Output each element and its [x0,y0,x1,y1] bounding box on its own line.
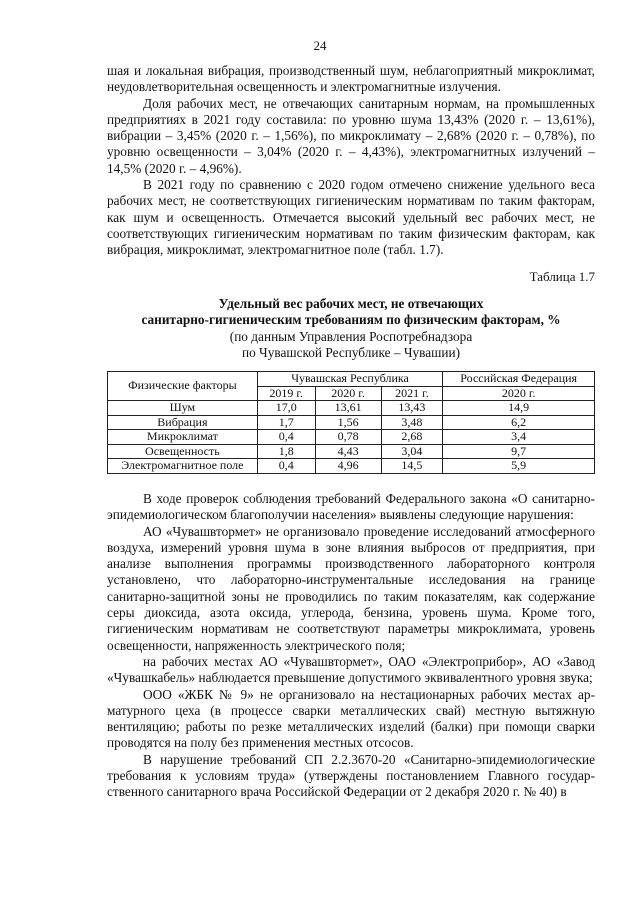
paragraph: ООО «ЖБК № 9» не организовало на нестационарных рабочих местах арматурного цеха (в процессе сварки металлических свай) местную вытяжную вентиляцию; работы по резке металлических изделий (балки) при помощи сварки проводятся на полу без применения местных отсосов. [107,686,595,751]
table-row [108,444,595,459]
table-row [108,430,595,445]
col-header-year: 2021 г. [381,386,443,401]
table-cell: 3,04 [381,444,443,459]
table-cell: 6,2 [443,415,595,430]
table-cell: 0,4 [257,430,315,445]
paragraph: АО «Чувашвтормет» не организовало проведение исследований атмосферного воздуха, измерений уровня шума в зоне влияния выбросов от предприятия, при анализе выполнения программы производственного лабораторного контроля установлено, что лабораторно-инструментальные исследования на границе санитарно-защитной зоны не проводились по таким показателям, как содержание серы диоксида, азота оксида, углерода, бензина, уровень шума. Кроме того, гигиеническим нормативам не соответствуют параметры микроклимата, уровень освещенности, напряженность электрического поля; [107,523,595,653]
table-label: Таблица 1.7 [529,269,595,284]
table-title [107,296,595,361]
table-title-line: санитарно-гигиеническим требованиям по физическим факторам, % [141,312,561,328]
col-header-year: 2020 г. [443,386,595,401]
page-number: 24 [313,38,327,53]
table-cell: 3,48 [381,415,443,430]
table-title-line: Удельный вес рабочих мест, не отвечающих [218,296,484,311]
table-cell: 13,43 [381,401,443,416]
table-cell-factor: Освещенность [108,444,258,459]
table-cell-factor: Электромагнитное поле [108,459,258,474]
table-cell: 1,7 [257,415,315,430]
table-cell-factor: Вибрация [108,415,258,430]
table-subtitle-line: (по данным Управления Роспотребнадзора [229,328,473,344]
table-row [108,401,595,416]
paragraph: шая и локальная вибрация, производственный шум, неблагоприятный микроклимат, неудовлетворительная освещенность и электромагнитные излучения. [107,63,595,95]
data-table [107,371,595,474]
table-row [108,415,595,430]
table-cell: 3,4 [443,430,595,445]
table-cell-factor: Микроклимат [108,430,258,445]
table-cell: 2,68 [381,430,443,445]
col-header-rf: Российская Федерация [443,372,595,387]
table-cell: 4,96 [315,459,381,474]
col-header-year: 2020 г. [315,386,381,401]
table-cell: 17,0 [257,401,315,416]
paragraph: В нарушение требований СП 2.2.3670-20 «Санитарно-эпидемиологические требования к условиям труда» (утверждены постановлением Главного государственного санитарного врача Российской Федерации от 2 декабря 2020 г. № 40) в [107,751,595,800]
paragraph: на рабочих местах АО «Чувашвтормет», ОАО «Электроприбор», АО «Завод «Чувашкабель» наблюдается превышение допустимого эквивалентного уровня звука; [107,653,595,686]
paragraph: Доля рабочих мест, не отвечающих санитарным нормам, на промышленных предприятиях в 2021 году составила: по уровню шума 13,43% (2020 г. – 13,61%), вибрации – 3,45% (2020 г. – 1,56%), по микроклимату – 2,68% (2020 г. – 0,78%), по уровню освещенности – 3,04% (2020 г. – 4,43%), электромагнитных излучений – 14,5% (2020 г. – 4,96%). [107,95,595,176]
table-cell: 0,78 [315,430,381,445]
table-cell: 9,7 [443,444,595,459]
paragraph: В 2021 году по сравнению с 2020 годом отмечено снижение удельного веса рабочих мест, не соответствующих гигиеническим нормативам по таким факторам, как шум и освещенность. Отмечается высокий удельный вес рабочих мест, не соответствующих гигиеническим нормативам по таким физическим факторам, как вибрация, микроклимат, электромагнитное поле (табл. 1.7). [107,177,595,258]
table-subtitle-line: по Чувашской Республике – Чувашии) [241,344,461,360]
table-cell: 1,56 [315,415,381,430]
table-cell: 14,5 [381,459,443,474]
violations-text [107,491,595,801]
table-cell: 0,4 [257,459,315,474]
col-header-factor: Физические факторы [108,372,258,401]
intro-text [107,63,595,259]
col-header-region: Чувашская Республика [257,372,443,387]
paragraph: В ходе проверок соблюдения требований Федерального закона «О санитарно-эпидемиологическом благополучии населения» выявлены следующие нарушения: [107,491,595,523]
table-header-row [108,372,595,387]
table-cell: 4,43 [315,444,381,459]
table-cell: 14,9 [443,401,595,416]
table-cell: 13,61 [315,401,381,416]
table-row [108,459,595,474]
table-cell: 1,8 [257,444,315,459]
table-cell-factor: Шум [108,401,258,416]
col-header-year: 2019 г. [257,386,315,401]
table-cell: 5,9 [443,459,595,474]
